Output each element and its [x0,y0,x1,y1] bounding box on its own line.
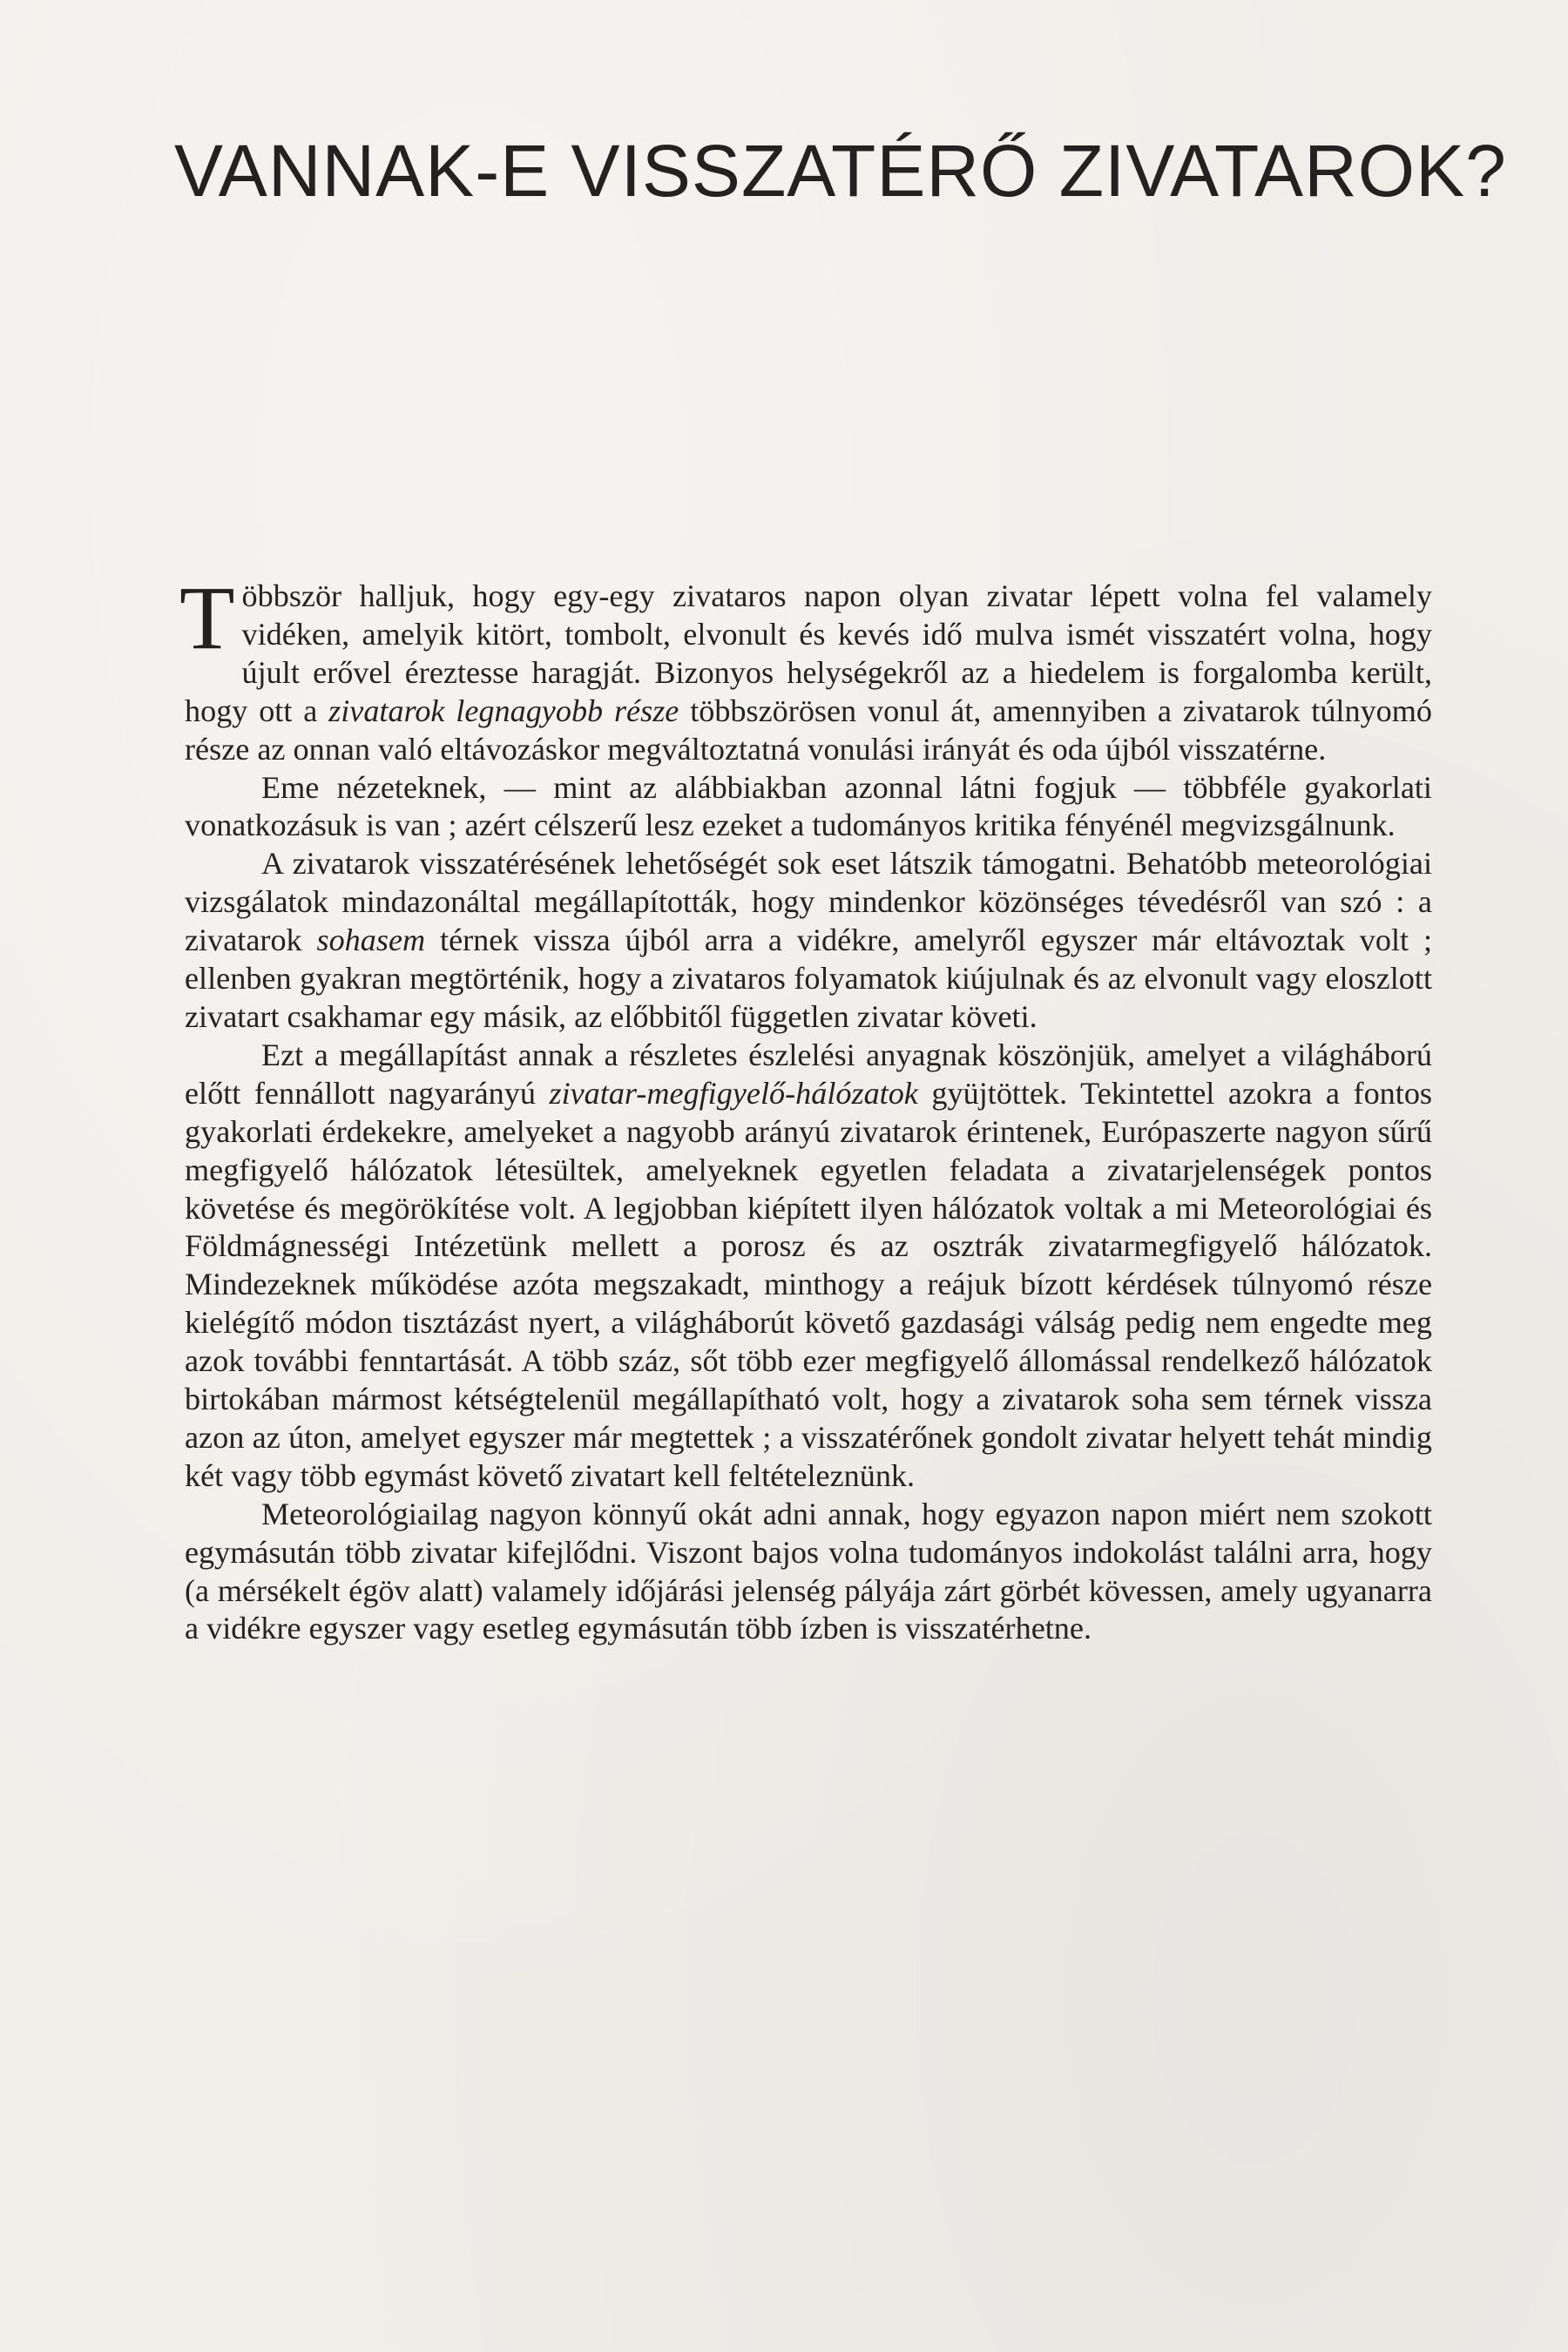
paragraph-1 [179,568,1432,769]
drop-cap: T [179,568,235,668]
paragraph-1-text-b: többszörösen vonul át, amennyiben a zivatarok túlnyomó része az onnan való eltávozáskor megváltoztatná vonulási irányát és oda újból visszatérne. [185,693,1432,767]
paragraph-4 [185,1037,1432,1496]
paragraph-4-text-b: gyüjtöttek. Tekintettel azokra a fontos gyakorlati érdekekre, amelyeket a nagyobb arányú zivatarok érintenek, Európaszerte nagyon sűrű megfigyelő hálózatok létesültek, amelyeknek egyetlen feladata a zivatarjelenségek pontos követése és megörökítése volt. A legjobban kiépített ilyen hálózatok voltak a mi Meteorológiai és Földmágnességi Intézetünk mellett a porosz és az osztrák zivatarmegfigyelő hálózatok. Mindezeknek működése azóta megszakadt, minthogy a reájuk bízott kérdések túlnyomó része kielégítő módon tisztázást nyert, a világháborút követő gazdasági válság pedig nem engedte meg azok további fenntartását. A több száz, sőt több ezer megfigyelő állomással rendelkező hálózatok birtokában mármost kétségtelenül megállapítható volt, hogy a zivatarok soha sem térnek vissza azon az úton, amelyet egyszer már megtettek ; a visszatérőnek gondolt zivatar helyett tehát mindig két vagy több egymást követő zivatart kell feltételeznünk. [185,1075,1432,1493]
article-body [179,568,1432,1648]
paragraph-4-text-a: Ezt a megállapítást annak a részletes észlelési anyagnak köszönjük, amelyet a világháború előtt fennállott nagyarányú [185,1037,1432,1111]
paragraph-5: Meteorológiailag nagyon könnyű okát adni annak, hogy egyazon napon miért nem szokott egymásután több zivatar kifejlődni. Viszont bajos volna tudományos indokolást találni arra, hogy (a mérsékelt égöv alatt) valamely időjárási jelenség pályája zárt görbét kövessen, amely ugyanarra a vidékre egyszer vagy esetleg egymásután több ízben is visszatérhetne. [185,1496,1432,1646]
article-title: VANNAK-E VISSZATÉRŐ ZIVATAROK? [174,130,1507,212]
paragraph-4-emphasis: zivatar-megfigyelő-hálózatok [549,1075,918,1111]
paragraph-3-text-b: térnek vissza újból arra a vidékre, amelyről egyszer már eltávoztak volt ; ellenben gyakran megtörténik, hogy a zivataros folyamatok kiújulnak és az elvonult vagy eloszlott zivatart csakhamar egy másik, az előbbitől független zivatar követi. [185,923,1432,1034]
paragraph-3-emphasis: sohasem [316,923,426,958]
paragraph-2: Eme nézeteknek, — mint az alábbiakban azonnal látni fogjuk — többféle gyakorlati vonatkozásuk is van ; azért célszerű lesz ezeket a tudományos kritika fényénél megvizsgálnunk. [185,769,1432,843]
paragraph-1-text-a: öbbször halljuk, hogy egy-egy zivataros napon olyan zivatar lépett volna fel valamely vidéken, amelyik kitört, tombolt, elvonult és kevés idő mulva ismét visszatért volna, hogy újult erővel éreztesse haragját. Bizonyos helységekről az a hiedelem is forgalomba került, hogy ott a [185,578,1432,728]
paragraph-3-text-a: A zivatarok visszatérésének lehetőségét sok eset látszik támogatni. Behatóbb meteorológiai vizsgálatok mindazonáltal megállapították, hogy mindenkor közönséges tévedésről van szó : a zivatarok [185,846,1432,958]
paragraph-1-emphasis: zivatarok legnagyobb része [328,693,679,728]
paragraph-3 [185,845,1432,1037]
